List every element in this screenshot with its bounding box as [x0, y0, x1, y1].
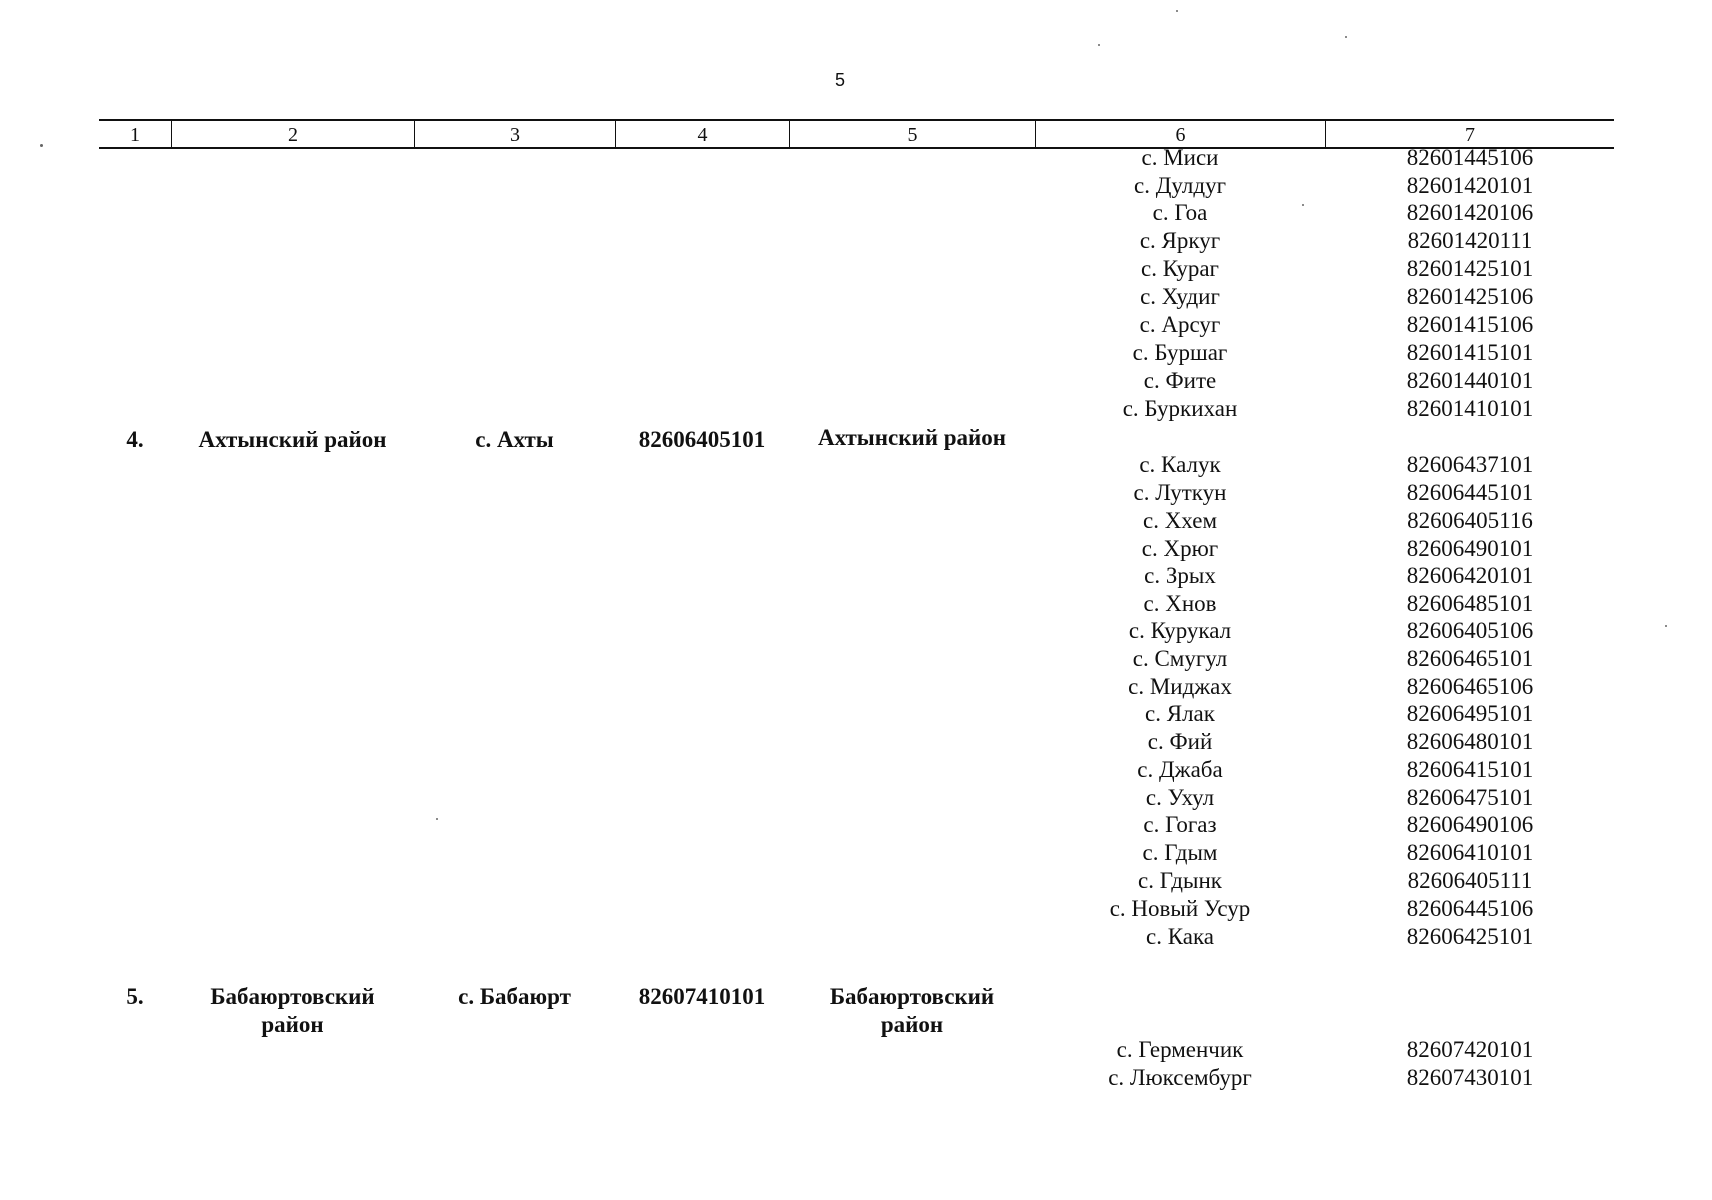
settlement-name: с. Смугул — [1132, 646, 1228, 671]
settlement-name: с. Хнов — [1143, 591, 1217, 616]
scan-speck — [436, 818, 438, 820]
settlement-code: 82606445106 — [1406, 896, 1534, 921]
settlement-code: 82606415101 — [1406, 757, 1534, 782]
settlement-name: с. Курукал — [1128, 618, 1232, 643]
settlement-name: с. Ялак — [1145, 701, 1215, 726]
settlement-name: с. Джаба — [1137, 757, 1223, 782]
settlement-code: 82607420101 — [1406, 1037, 1534, 1062]
district-code: 82606405101 — [638, 427, 766, 452]
settlement-code: 82601410101 — [1406, 396, 1534, 421]
settlement-code: 82606405116 — [1407, 508, 1533, 533]
scan-speck — [1345, 36, 1347, 38]
settlement-name: с. Дулдуг — [1134, 173, 1226, 198]
settlement-code: 82606465101 — [1406, 646, 1534, 671]
settlement-name: с. Новый Усур — [1109, 896, 1251, 921]
settlement-name: с. Миси — [1141, 145, 1219, 170]
settlement-name: с. Буркихан — [1122, 396, 1238, 421]
settlement-code: 82601415101 — [1406, 340, 1534, 365]
settlement-name: с. Гдынк — [1138, 868, 1222, 893]
settlement-code: 82606485101 — [1406, 591, 1534, 616]
header-col-4: 4 — [615, 121, 789, 147]
settlement-name: с. Кураг — [1141, 256, 1219, 281]
settlement-name: с. Зрых — [1144, 563, 1216, 588]
municipal-name-line1: Бабаюртовский — [829, 984, 995, 1009]
settlement-name: с. Калук — [1139, 452, 1221, 477]
settlement-code: 82606475101 — [1406, 785, 1534, 810]
scan-speck — [1665, 625, 1667, 627]
settlement-code: 82601420111 — [1407, 228, 1533, 253]
header-col-6: 6 — [1035, 121, 1325, 147]
settlement-code: 82606480101 — [1406, 729, 1534, 754]
settlement-code: 82606437101 — [1406, 452, 1534, 477]
settlement-code: 82606445101 — [1406, 480, 1534, 505]
settlement-code: 82606425101 — [1406, 924, 1534, 949]
settlement-name: с. Гогаз — [1143, 812, 1217, 837]
settlement-name: с. Ххем — [1142, 508, 1217, 533]
scan-speck — [1098, 44, 1100, 46]
district-code: 82607410101 — [638, 984, 766, 1009]
district-number: 4. — [126, 427, 144, 452]
settlement-code: 82606405106 — [1406, 618, 1534, 643]
header-col-2: 2 — [171, 121, 414, 147]
settlement-name: с. Фите — [1143, 368, 1217, 393]
municipal-name: Ахтынский район — [817, 425, 1007, 450]
settlement-code: 82606495101 — [1406, 701, 1534, 726]
settlement-name: с. Луткун — [1133, 480, 1227, 505]
district-name-line2: район — [261, 1012, 324, 1037]
settlement-code: 82601440101 — [1406, 368, 1534, 393]
header-col-1: 1 — [130, 124, 140, 146]
settlement-code: 82601425106 — [1406, 284, 1534, 309]
settlement-code: 82601445106 — [1406, 145, 1534, 170]
settlement-code: 82606490106 — [1406, 812, 1534, 837]
settlement-name: с. Арсуг — [1139, 312, 1221, 337]
district-center: с. Бабаюрт — [458, 984, 571, 1009]
settlement-code: 82606405111 — [1407, 868, 1533, 893]
settlement-code: 82601415106 — [1406, 312, 1534, 337]
district-number: 5. — [126, 984, 144, 1009]
scan-speck — [1302, 204, 1304, 206]
page-number: 5 — [835, 70, 846, 90]
header-col-7: 7 — [1325, 121, 1614, 147]
settlement-name: с. Буршаг — [1132, 340, 1228, 365]
settlement-name: с. Кака — [1146, 924, 1214, 949]
settlement-code: 82601420106 — [1406, 200, 1534, 225]
settlement-name: с. Гоа — [1152, 200, 1208, 225]
settlement-code: 82607430101 — [1406, 1065, 1534, 1090]
settlement-code: 82601420101 — [1406, 173, 1534, 198]
settlement-name: с. Яркуг — [1139, 228, 1221, 253]
settlement-name: с. Ухул — [1145, 785, 1215, 810]
district-name: Ахтынский район — [198, 427, 387, 452]
municipal-name-line2: район — [880, 1012, 944, 1037]
settlement-code: 82606410101 — [1406, 840, 1534, 865]
settlement-code: 82606465106 — [1406, 674, 1534, 699]
settlement-code: 82601425101 — [1406, 256, 1534, 281]
scan-speck — [40, 144, 43, 147]
settlement-code: 82606420101 — [1406, 563, 1534, 588]
settlement-name: с. Миджах — [1128, 674, 1232, 699]
district-center: с. Ахты — [475, 427, 554, 452]
settlement-name: с. Гдым — [1142, 840, 1218, 865]
settlement-name: с. Хрюг — [1141, 536, 1219, 561]
scan-speck — [1176, 10, 1178, 12]
settlement-name: с. Люксембург — [1108, 1065, 1252, 1090]
settlement-code: 82606490101 — [1406, 536, 1534, 561]
settlement-name: с. Герменчик — [1116, 1037, 1244, 1062]
settlement-name: с. Фий — [1147, 729, 1213, 754]
settlement-name: с. Худиг — [1140, 284, 1220, 309]
district-name-line1: Бабаюртовский — [210, 984, 375, 1009]
header-col-3: 3 — [414, 121, 615, 147]
header-col-5: 5 — [789, 121, 1035, 147]
